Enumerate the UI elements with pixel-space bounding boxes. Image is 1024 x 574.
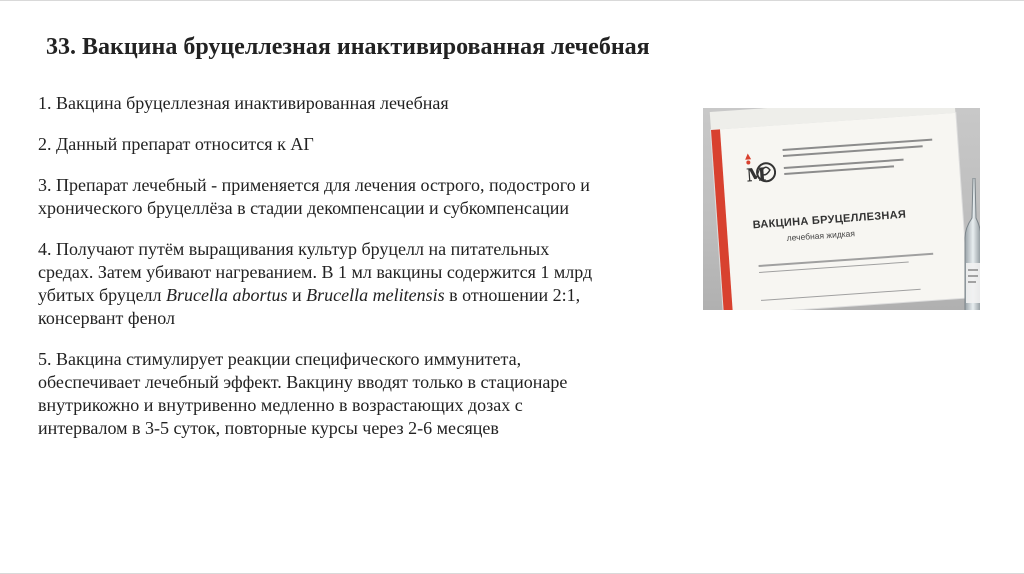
point-4-line-1: 4. Получают путём выращивания культур бруцелл на питательных	[38, 239, 550, 259]
slide-top-border	[0, 0, 1024, 1]
point-4-line-4: консервант фенол	[38, 308, 175, 328]
vaccine-box	[711, 113, 968, 310]
species-brucella-abortus: Brucella abortus	[166, 285, 288, 305]
species-brucella-melitensis: Brucella melitensis	[306, 285, 445, 305]
point-3	[38, 174, 718, 220]
point-1	[38, 92, 718, 115]
point-5-line-3: внутрикожно и внутривенно медленно в возрастающих дозах с	[38, 395, 523, 415]
point-2-text: 2. Данный препарат относится к АГ	[38, 134, 314, 154]
ampoule-icon	[961, 178, 980, 310]
svg-text:M: M	[745, 164, 767, 187]
point-5-line-2: обеспечивает лечебный эффект. Вакцину вводят только в стационаре	[38, 372, 568, 392]
point-3-line-1: 3. Препарат лечебный - применяется для лечения острого, подострого и	[38, 175, 590, 195]
vaccine-package-photo	[703, 108, 980, 310]
slide-title: 33. Вакцина бруцеллезная инактивированная лечебная	[46, 34, 650, 60]
box-lid	[710, 108, 956, 130]
point-5	[38, 348, 718, 440]
point-3-line-2: хронического бруцеллёза в стадии декомпенсации и субкомпенсации	[38, 198, 570, 218]
point-5-line-4: интервалом в 3-5 суток, повторные курсы через 2-6 месяцев	[38, 418, 499, 438]
slide-body	[38, 92, 718, 458]
point-5-line-1: 5. Вакцина стимулирует реакции специфического иммунитета,	[38, 349, 522, 369]
point-4-line-2: средах. Затем убивают нагреванием. В 1 мл вакцины содержится 1 млрд	[38, 262, 593, 282]
manufacturer-logo-icon	[741, 150, 778, 190]
manufacturer-text-block	[783, 138, 945, 179]
box-product-title: ВАКЦИНА БРУЦЕЛЛЕЗНАЯ	[752, 208, 907, 232]
point-1-text: 1. Вакцина бруцеллезная инактивированная лечебная	[38, 93, 449, 113]
point-4	[38, 238, 718, 330]
point-4-line-3c: в отношении 2:1,	[444, 285, 581, 305]
box-red-strip	[711, 129, 733, 310]
box-product-subtitle: лечебная жидкая	[786, 228, 856, 243]
point-4-line-3b: и	[287, 285, 307, 305]
box-small-print	[759, 252, 941, 305]
point-2	[38, 133, 718, 156]
point-4-line-3a: убитых бруцелл	[38, 285, 167, 305]
